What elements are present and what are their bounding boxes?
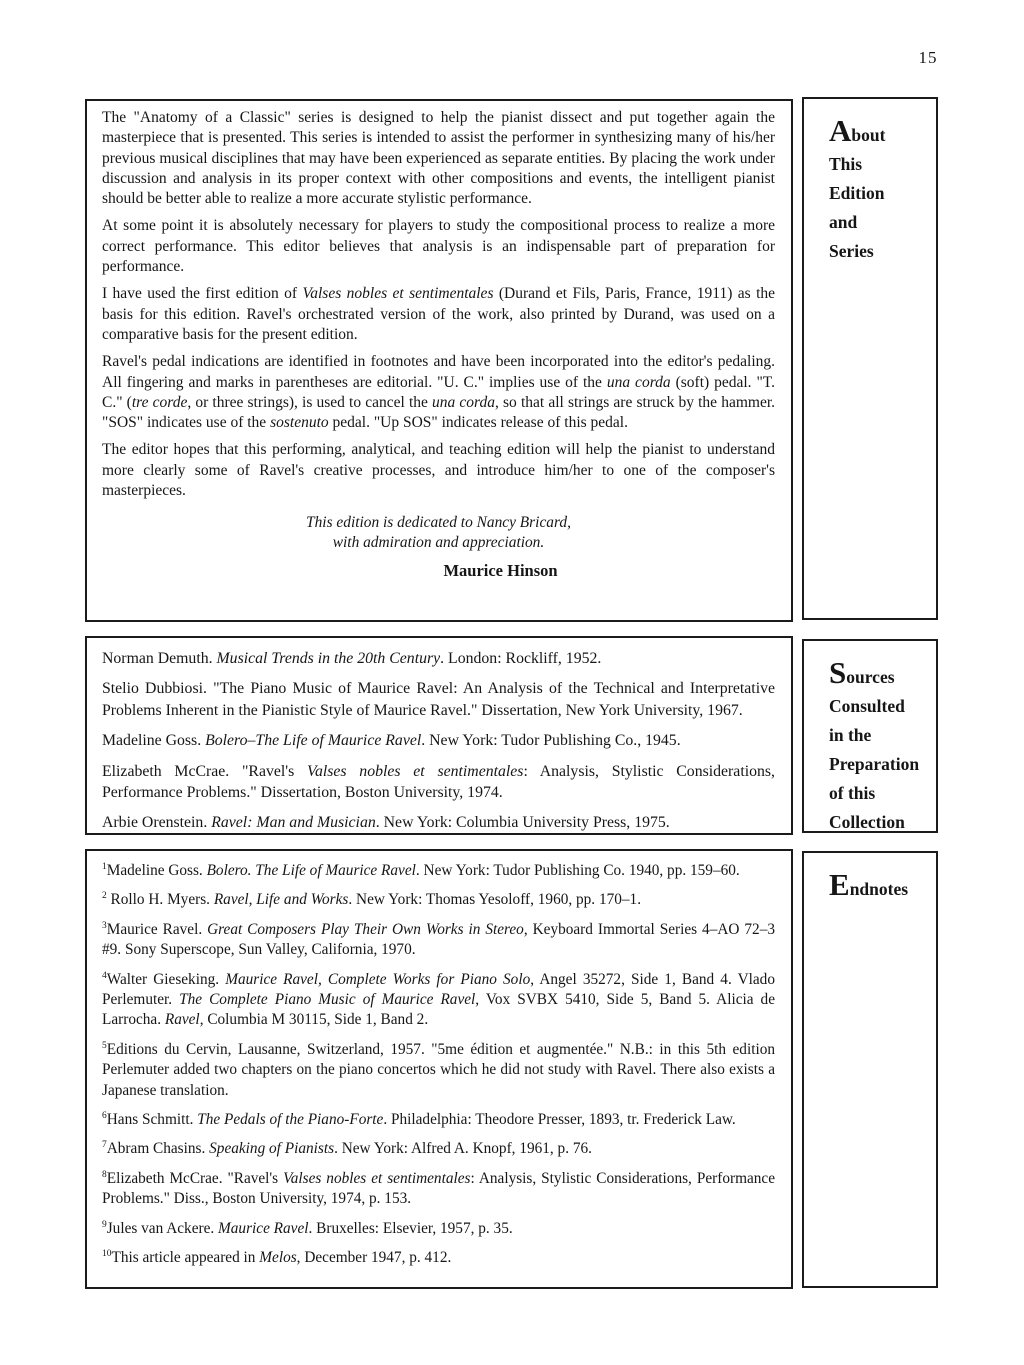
drop-cap: A: [829, 113, 852, 148]
heading-line: Collection: [829, 812, 905, 832]
endnote-1: $^1$Madeline Goss. Bolero. The Life of Maurice Ravel. New York: Tudor Publishing Co. 1940, pp. 159–60.: [102, 861, 740, 879]
drop-cap: S: [829, 655, 847, 690]
heading-line: Series: [829, 241, 874, 261]
about-paragraph-1: The "Anatomy of a Classic" series is designed to help the pianist dissect and put together again the masterpiece that is presented. This series is intended to assist the performer in synthesizing many of his/her previous musical disciplines that may have been experienced as separate entities. By placing the work under discussion and analysis in its proper context with other compositions and events, the intelligent pianist should be better able to realize a more accurate stylistic performance.: [102, 109, 775, 208]
about-paragraph-2: At some point it is absolutely necessary for players to study the compositional process to realize a more correct performance. This editor believes that analysis is an indispensable part of preparation for performance.: [102, 217, 775, 276]
about-paragraph-4: Ravel's pedal indications are identified in footnotes and have been incorporated into the editor's pedaling. All fingering and marks in parentheses are editorial. "U. C." implies use of the una corda (soft) pedal. "T. C." (tre corde, or three strings), is used to cancel the una corda, so that all strings are struck by the hammer. "SOS" indicates use of the sostenuto pedal. "Up SOS" indicates release of this pedal.: [102, 353, 776, 432]
page-number: 15: [918, 48, 938, 67]
source-entry-5: Arbie Orenstein. Ravel: Man and Musician. New York: Columbia University Press, 1975.: [102, 814, 670, 832]
heading-line: This: [829, 154, 863, 174]
source-entry-1: Norman Demuth. Musical Trends in the 20th Century. London: Rockliff, 1952.: [102, 650, 602, 667]
source-entry-2: Stelio Dubbiosi. "The Piano Music of Maurice Ravel: An Analysis of the Technical and Interpretative Problems Inherent in the Pianistic Style of Maurice Ravel." Dissertation, New York University, 1967.: [102, 680, 775, 719]
source-entry-4: Elizabeth McCrae. "Ravel's Valses nobles et sentimentales: Analysis, Stylistic Considerations, Performance Problems." Dissertation, Boston University, 1974.: [102, 762, 775, 802]
endnote-7: $^7$Abram Chasins. Speaking of Pianists. New York: Alfred A. Knopf, 1961, p. 76.: [102, 1140, 592, 1158]
about-heading: [804, 99, 936, 266]
heading-line: in the: [829, 725, 872, 745]
about-heading-box: [802, 97, 938, 620]
heading-line: of this: [829, 783, 876, 803]
editor-signature: Maurice Hinson: [443, 560, 558, 580]
heading-line: Endnotes: [829, 867, 909, 902]
heading-line: Consulted: [829, 696, 905, 716]
heading-line: Preparation: [829, 754, 920, 774]
heading-line: Sources: [829, 655, 895, 690]
sources-heading-box: [802, 639, 938, 833]
about-paragraph-3: I have used the first edition of Valses nobles et sentimentales (Durand et Fils, Paris, France, 1911) as the basis for this edition. Ravel's orchestrated version of the work, also printed by Durand, was used on a comparative basis for the present edition.: [102, 285, 776, 343]
endnote-4: $^4$Walter Gieseking. Maurice Ravel, Complete Works for Piano Solo, Angel 35272, Side 1, Band 4. Vlado Perlemuter. The Complete Piano Music of Maurice Ravel, Vox SVBX 5410, Side 5, Band 5. Alicia de Larrocha. Ravel, Columbia M 30115, Side 1, Band 2.: [102, 970, 775, 1029]
endnote-9: $^9$Jules van Ackere. Maurice Ravel. Bruxelles: Elsevier, 1957, p. 35.: [102, 1219, 513, 1237]
about-paragraph-5: The editor hopes that this performing, analytical, and teaching edition will help the pianist to understand more clearly some of Ravel's creative processes, and introduce him/her to one of the composer's masterpieces.: [102, 441, 775, 500]
sources-text-box: [85, 636, 793, 835]
heading-line: Edition: [829, 183, 885, 203]
drop-cap: E: [829, 867, 850, 902]
endnote-8: $^8$Elizabeth McCrae. "Ravel's Valses nobles et sentimentales: Analysis, Stylistic Considerations, Performance Problems." Diss., Boston University, 1974, p. 153.: [102, 1169, 775, 1208]
endnotes-text-box: [85, 849, 793, 1289]
endnotes-heading-box: [802, 851, 938, 1288]
dedication-line-1: This edition is dedicated to Nancy Bricard,: [306, 514, 571, 532]
endnote-2: $^2$ Rollo H. Myers. Ravel, Life and Works. New York: Thomas Yesoloff, 1960, pp. 170–1.: [102, 891, 642, 909]
endnotes-heading: [804, 853, 936, 904]
endnote-5: $^5$Editions du Cervin, Lausanne, Switzerland, 1957. "5me édition et augmentée." N.B.: in this 5th edition Perlemuter added two chapters on the piano concertos which he did not study with Ravel. There also exists a Japanese translation.: [102, 1040, 775, 1099]
dedication-line-2: with admiration and appreciation.: [332, 533, 545, 551]
endnote-10: $^{10}$This article appeared in Melos, December 1947, p. 412.: [102, 1249, 452, 1267]
source-entry-3: Madeline Goss. Bolero–The Life of Maurice Ravel. New York: Tudor Publishing Co., 1945.: [102, 732, 681, 750]
heading-line: and: [829, 212, 858, 232]
about-edition-text-box: [85, 99, 793, 622]
dedication: [102, 513, 775, 552]
heading-line: About: [829, 113, 886, 148]
endnote-3: $^3$Maurice Ravel. Great Composers Play Their Own Works in Stereo, Keyboard Immortal Series 4–AO 72–3 #9. Sony Superscope, Sun Valley, California, 1970.: [102, 920, 775, 959]
endnote-6: $^6$Hans Schmitt. The Pedals of the Piano-Forte. Philadelphia: Theodore Presser, 1893, tr. Frederick Law.: [102, 1110, 736, 1129]
sources-heading: [804, 641, 936, 833]
